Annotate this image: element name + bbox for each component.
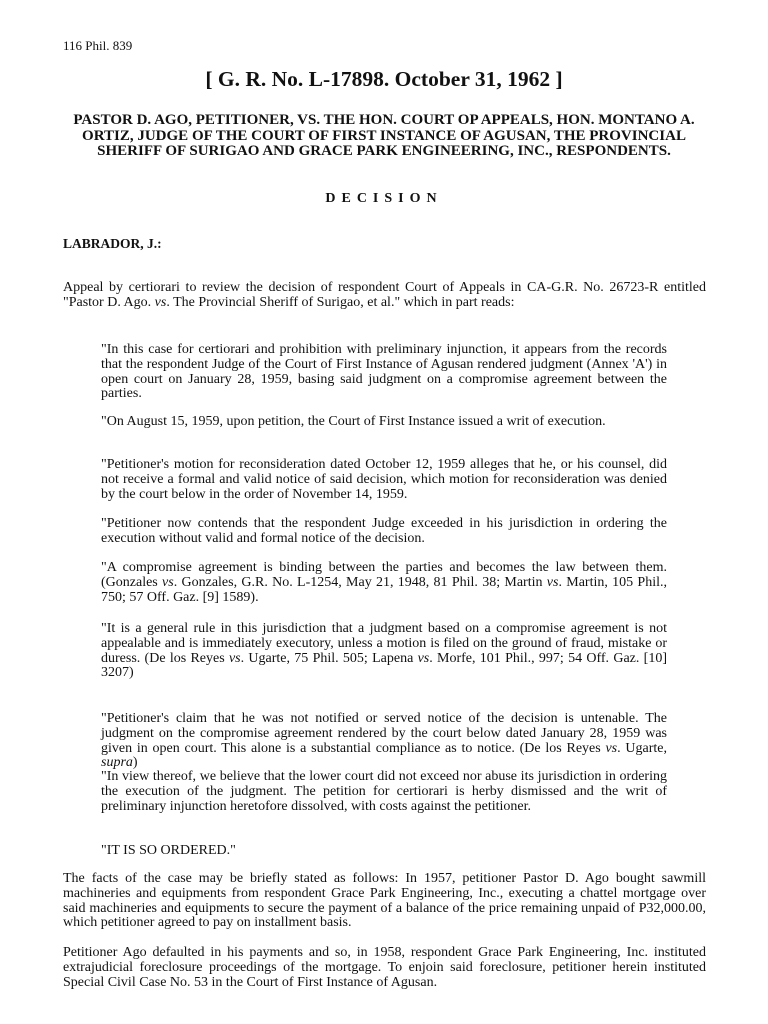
quote-paragraph-6: "It is a general rule in this jurisdiction that a judgment based on a compromise agreement is not appealable and is immediately executory, unless a motion is filed on the ground of fraud, mistake or duress. (De los Reyes vs. Ugarte, 75 Phil. 505; Lapena vs. Morfe, 101 Phil., 997; 54 Off. Gaz. [10] 3207) xyxy=(101,621,667,681)
facts-paragraph: The facts of the case may be briefly stated as follows: In 1957, petitioner Pastor D. Ago bought sawmill machineries and equipments from respondent Grace Park Engineering, Inc., executing a chattel mortgage over said machineries and equipments to secure the payment of a balance of the price remaining unpaid of P32,000.00, which petitioner agreed to pay on installment basis. xyxy=(63,871,706,931)
quote-paragraph-1: "In this case for certiorari and prohibition with preliminary injunction, it appears from the records that the respondent Judge of the Court of First Instance of Agusan rendered judgment (Annex 'A') in open court on January 28, 1959, basing said judgment on a compromise agreement between the parties. xyxy=(101,342,667,402)
ponente: LABRADOR, J.: xyxy=(63,236,162,251)
gr-number-title: [ G. R. No. L-17898. October 31, 1962 ] xyxy=(205,67,563,91)
intro-paragraph: Appeal by certiorari to review the decision of respondent Court of Appeals in CA-G.R. No. 26723-R entitled "Pastor D. Ago. vs. The Provincial Sheriff of Surigao, et al." which in part reads: xyxy=(63,280,706,310)
case-parties: PASTOR D. AGO, PETITIONER, VS. THE HON. COURT OP APPEALS, HON. MONTANO A. ORTIZ, JUDGE OF THE COURT OF FIRST INSTANCE OF AGUSAN, THE PROVINCIAL SHERIFF OF SURIGAO AND GRACE PARK ENGINEERING, INC., RESPONDENTS. xyxy=(73,112,695,159)
quote-paragraph-4: "Petitioner now contends that the respondent Judge exceeded in his jurisdiction in ordering the execution without valid and formal notice of the decision. xyxy=(101,516,667,546)
quote-paragraph-2: "On August 15, 1959, upon petition, the Court of First Instance issued a writ of execution. xyxy=(101,414,606,429)
quote-paragraph-5: "A compromise agreement is binding between the parties and becomes the law between them. (Gonzales vs. Gonzales, G.R. No. L-1254, May 21, 1948, 81 Phil. 38; Martin vs. Martin, 105 Phil., 750; 57 Off. Gaz. [9] 1589). xyxy=(101,560,667,605)
quote-paragraph-7: "Petitioner's claim that he was not notified or served notice of the decision is untenable. The judgment on the compromise agreement rendered by the court below dated January 28, 1959 was given in open court. This alone is a substantial compliance as to notice. (De los Reyes vs. Ugarte, supra) xyxy=(101,711,667,771)
decision-heading: DECISION xyxy=(325,191,443,206)
quote-paragraph-9: "IT IS SO ORDERED." xyxy=(101,843,236,858)
quote-paragraph-3: "Petitioner's motion for reconsideration dated October 12, 1959 alleges that he, or his counsel, did not receive a formal and valid notice of said decision, which motion for reconsideration was denied by the court below in the order of November 14, 1959. xyxy=(101,457,667,502)
quote-paragraph-8: "In view thereof, we believe that the lower court did not exceed nor abuse its jurisdiction in ordering the execution of the judgment. The petition for certiorari is herby dismissed and the writ of preliminary injunction heretofore dissolved, with costs against the petitioner. xyxy=(101,769,667,814)
default-paragraph: Petitioner Ago defaulted in his payments and so, in 1958, respondent Grace Park Engineering, Inc. instituted extrajudicial foreclosure proceedings of the mortgage. To enjoin said foreclosure, petitioner herein instituted Special Civil Case No. 53 in the Court of First Instance of Agusan. xyxy=(63,945,706,990)
case-citation: 116 Phil. 839 xyxy=(63,38,133,53)
